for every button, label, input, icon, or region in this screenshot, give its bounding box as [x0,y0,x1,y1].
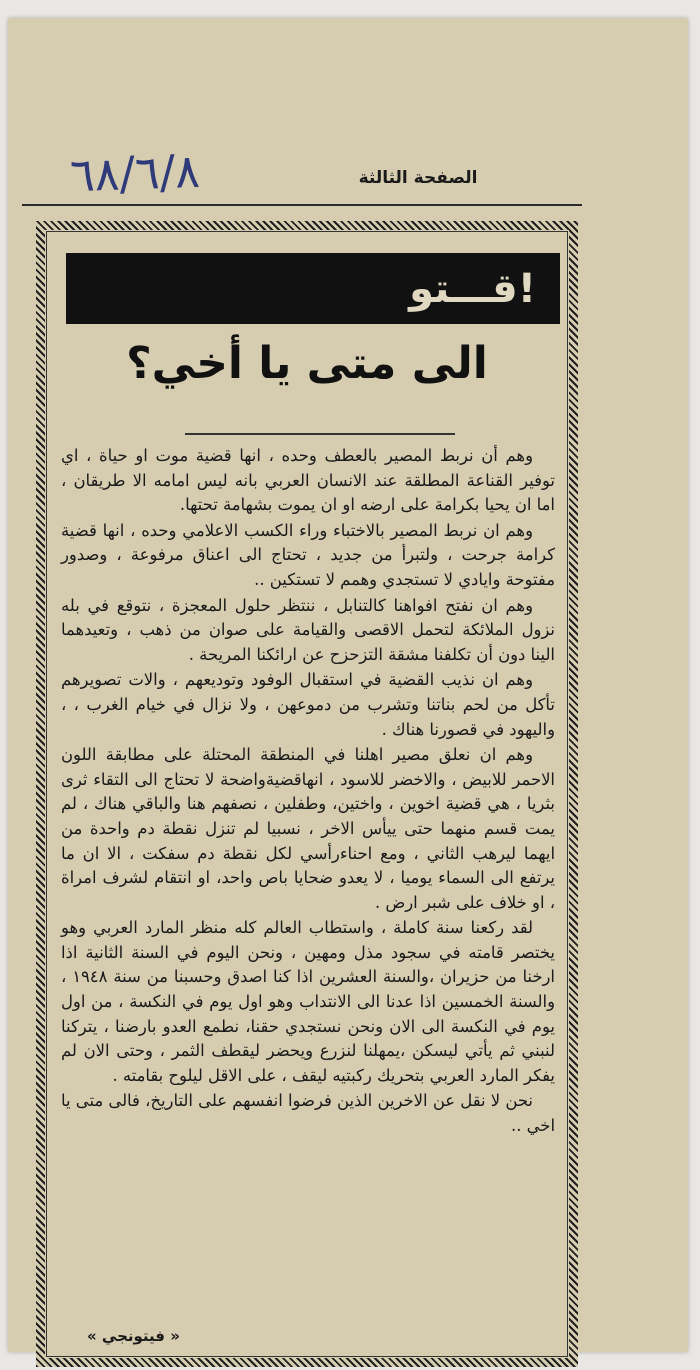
paragraph: نحن لا نقل عن الاخرين الذين فرضوا انفسهم على التاريخ، فالى متى يا اخي .. [61,1091,555,1136]
page-label: الصفحة الثالثة [358,168,478,188]
header-rule [22,204,582,206]
newspaper-clipping [8,18,688,1352]
paragraph: وهم ان نربط المصير بالاختباء وراء الكسب الاعلامي وحده ، انها قضية كرامة جرحت ، ولتبرأ من جديد ، تحتاج الى اعناق مرفوعة ، وصدور مفتوحة وايادي لا تستجدي وهمم لا تستكين .. [61,520,555,589]
column-frame [36,221,578,1367]
title-rule [185,433,455,435]
paragraph: وهم ان نذيب القضية في استقبال الوفود وتوديعهم ، والات تصويرهم تأكل من لحم بناتنا وتشرب من دموعهن ، ولا نزال في خيام الغرب ، ، واليهود في قصورنا هناك . [61,670,555,739]
column-banner [66,253,560,324]
author-signature: « فيتونجي » [87,1327,180,1345]
paragraph: وهم ان نعلق مصير اهلنا في المنطقة المحتلة على مطابقة اللون الاحمر للابيض ، والاخضر للاسود ، انهاقضيةواضحة لا تحتاج الى التقاء ثرى بثريا ، هي قضية اخوين ، واختين، وطفلين ، نصفهم هنا والباقي هناك ، لم يمت قسم منهما حتى ييأس الاخر ، نسبيا لم تنزل نقطة دم واحدة من ايهما ليرهب الثاني ، ومع احناءرأسي لكل نقطة دم سفكت ، الا ان ما يرتفع الى السماء يوميا ، لا يعدو ضحايا باص واحد، او انتقام لشرف امراة ، او خلاف على شبر ارض . [61,745,555,912]
paragraph: لقد ركعنا سنة كاملة ، واستطاب العالم كله منظر المارد العربي وهو يختصر قامته في سجود مذل ومهين ، ونحن اليوم في السنة الثانية اذا ارخنا من حزيران ،والسنة العشرين اذا كنا اصدق وحسبنا من سنة ١٩٤٨ ، والسنة الخمسين اذا عدنا الى الانتداب وهو اول يوم في النكسة ، من اول يوم في النكسة الى الان ونحن نستجدي حقنا، نطمع العدو بارضنا ، يتركنا لنبني ثم يأتي ليسكن ،يمهلنا لنزرع ويحضر ليقطف الثمر ، وحتى الان لم يفكر المارد العربي بتحريك ركبتيه ليقف ، على الاقل ليلوح بقامته . [61,918,555,1085]
article-title: الى متى يا أخي؟ [126,338,488,389]
paragraph: وهم ان نفتح افواهنا كالتنابل ، ننتظر حلول المعجزة ، نتوقع في بله نزول الملائكة لتحمل الاقصى والقيامة على صوان من ذهب ، وتعيدهما الينا دون أن تكلفنا مشقة التزحزح عن ارائكنا المريحة . [61,595,555,664]
banner-text: قـــتو! [409,265,536,312]
article-body [61,444,555,1140]
handwritten-date: ٦٨/٦/٨ [69,143,201,203]
paragraph: وهم أن نربط المصير بالعطف وحده ، انها قضية موت او حياة ، اي توفير القناعة المطلقة عند الانسان العربي بانه ليس امامه الا طريقان ، اما ان يحيا بكرامة على ارضه او ان يموت بشهامة تحتها. [61,446,555,515]
